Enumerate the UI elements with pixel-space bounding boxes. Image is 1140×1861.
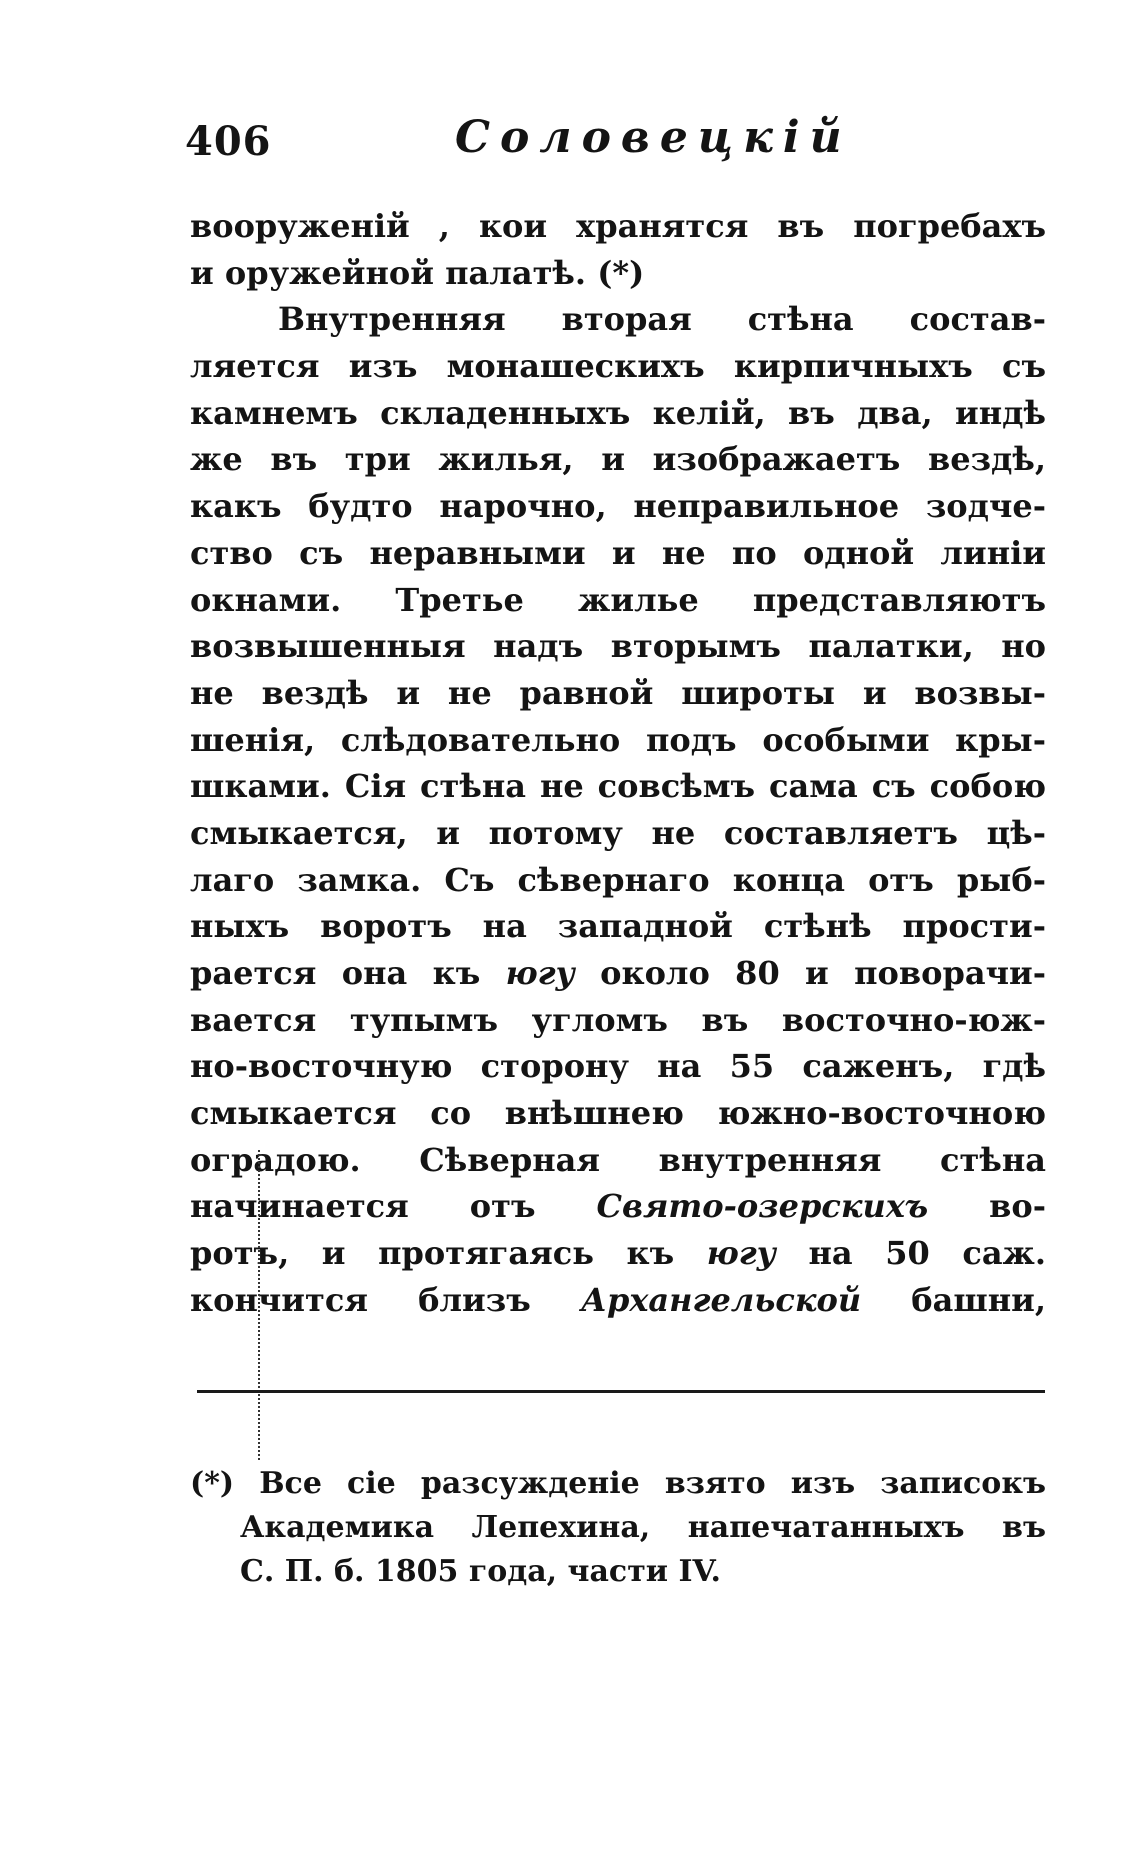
- text-line: кончится близъ Архангельской башни,: [190, 1280, 1046, 1319]
- text-line: шенія, слѣдовательно подъ особыми кры-: [190, 720, 1046, 759]
- text-line: шками. Сія стѣна не совсѣмъ сама съ собою: [190, 767, 1046, 806]
- footnote-line: С. П. б. 1805 года, части IV.: [240, 1554, 721, 1589]
- italic-word: югу: [706, 1234, 776, 1273]
- text-line: камнемъ складенныхъ келій, въ два, индѣ: [190, 393, 1046, 432]
- text-line: не вездѣ и не равной широты и возвы-: [190, 673, 1046, 712]
- text-line: вается тупымъ угломъ въ восточно-юж-: [190, 1000, 1046, 1039]
- text-line: ляется изъ монашескихъ кирпичныхъ съ: [190, 347, 1046, 386]
- text-line: но-восточную сторону на 55 саженъ, гдѣ: [190, 1047, 1046, 1086]
- italic-word: Свято-озерскихъ: [596, 1187, 929, 1226]
- footnote: [190, 1462, 1046, 1594]
- text-line: возвышенныя надъ вторымъ палатки, но: [190, 627, 1046, 666]
- text-line: какъ будто нарочно, неправильное зодче-: [190, 487, 1046, 526]
- text-line: ныхъ воротъ на западной стѣнѣ прости-: [190, 907, 1046, 946]
- main-text: [190, 203, 1046, 1324]
- margin-mark: [258, 1150, 260, 1460]
- text-line: вооруженій , кои хранятся въ погребахъ: [190, 207, 1046, 245]
- text-line: ротъ, и протягаясь къ югу на 50 саж.: [190, 1234, 1047, 1273]
- running-title: Соловецкій: [455, 112, 852, 163]
- text-line: Внутренняя вторая стѣна состав-: [278, 300, 1046, 339]
- italic-word: югу: [505, 954, 575, 992]
- italic-word: Архангельской: [580, 1280, 862, 1319]
- text-line: смыкается, и потому не составляетъ цѣ-: [190, 813, 1046, 852]
- text-line: начинается отъ Свято-озерскихъ во-: [190, 1187, 1046, 1226]
- page-number: 406: [185, 118, 272, 165]
- footnote-line: (*) Все сіе разсужденіе взято изъ записокъ: [190, 1466, 1046, 1501]
- text-line: и оружейной палатѣ. (*): [190, 253, 645, 292]
- text-line: оградою. Сѣверная внутренняя стѣна: [190, 1140, 1046, 1179]
- text-line: лаго замка. Съ сѣвернаго конца отъ рыб-: [190, 860, 1046, 899]
- text-line: окнами. Третье жилье представляютъ: [190, 580, 1046, 619]
- footnote-divider: [197, 1390, 1045, 1393]
- text-line: рается она къ югу около 80 и поворачи-: [190, 954, 1047, 992]
- text-line: же въ три жилья, и изображаетъ вездѣ,: [190, 440, 1046, 479]
- text-line: смыкается со внѣшнею южно-восточною: [190, 1094, 1046, 1133]
- footnote-line: Академика Лепехина, напечатанныхъ въ: [240, 1510, 1046, 1545]
- text-line: ство съ неравными и не по одной линіи: [190, 533, 1046, 572]
